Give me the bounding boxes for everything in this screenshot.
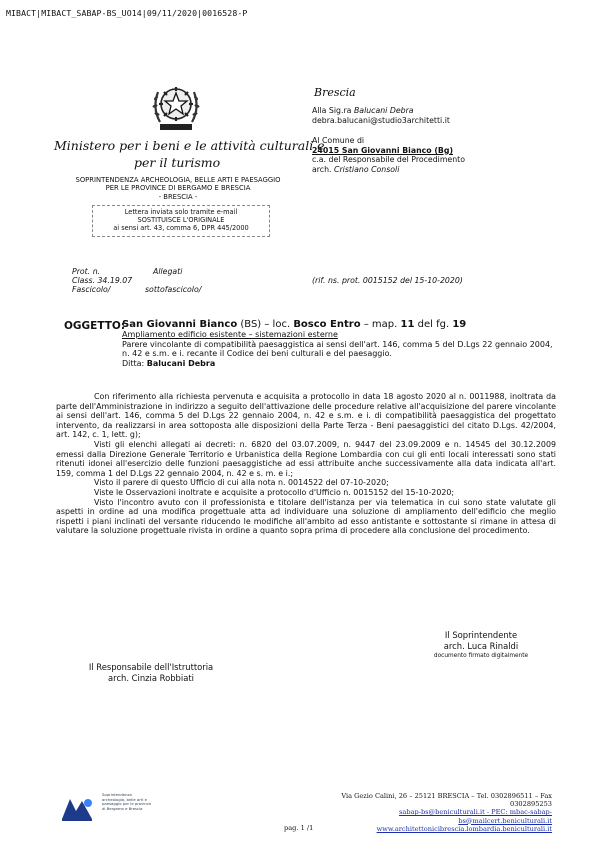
recipient-2-name: Cristiano Consoli [334,164,400,174]
subject-place: San Giovanni Bianco [122,319,238,330]
subject-locality: Bosco Entro [293,319,361,330]
reference-protocol: (rif. ns. prot. 0015152 del 15-10-2020) [312,276,463,285]
city-heading: Brescia [314,86,356,99]
signature-responsabile [86,662,216,684]
sottofascicolo-label: sottofascicolo/ [145,285,202,294]
soprintendenza-block [58,176,298,201]
ministry-name-line1: Ministero per i beni e le attività culturali e [54,138,325,153]
class-label: Class. 34.19.07 [72,276,133,285]
body-paragraph-1: Con riferimento alla richiesta pervenuta e acquisita a protocollo in data 18 agosto 2020 al n. 0011988, inoltrata da parte dell'Amministrazione in indirizzo a seguito dell'attivazione delle procedure relative all'acquisizione del parere vincolante ai sensi dell'art. 146, comma 5 del D.Lgs 22 gennaio 2004, n. 42 e s.m. e i. di compatibilità paesaggistica del progettato intervento, da realizzarsi in area sottoposta alle disposizioni della Parte Terza - Beni paesaggistici del citato D.Lgs. 42/2004, art. 142, c. 1, lett. g); [56,392,556,440]
subject-label: OGGETTO: [64,320,126,332]
notice-line1: Lettera inviata solo tramite e-mail [124,208,238,216]
notice-line2: SOSTITUISCE L'ORIGINALE [137,216,225,225]
recipient-1-prefix: Alla Sig.ra [312,106,354,115]
footer-website[interactable]: www.architettonicibrescia.lombardia.beniculturali.it [376,824,552,833]
subject-map-number: 11 [400,319,415,330]
recipient-1-email[interactable]: debra.balucani@studio3architetti.it [312,115,450,125]
recipient-1 [312,106,450,125]
subject-prov: (BS) – loc. [237,319,294,330]
recipient-2-title: arch. [312,164,334,174]
recipient-2-prefix: Al Comune di [312,136,365,145]
allegati-label: Allegati [153,267,183,276]
subject-subtitle: Ampliamento edificio esistente – sistemazioni esterne [122,329,338,339]
notice-line3: ai sensi art. 43, comma 6, DPR 445/2000 [113,224,249,233]
signature-right-note: documento firmato digitalmente [433,653,529,659]
sopr-line3: - BRESCIA - [158,192,198,201]
page-number: pag. 1 /1 [284,824,314,832]
mibact-logo-icon [58,793,100,823]
signature-right-name: arch. Luca Rinaldi [443,641,519,651]
sopr-line2: PER LE PROVINCE DI BERGAMO E BRESCIA [105,184,251,193]
body-paragraph-5: Visto l'incontro avuto con il professionista e titolare dell'istanza per via telematica in cui sono state valutate gli aspetti in ordine ad una modifica progettuale atta ad individuare una soluzione di ampliamento dell'edificio che meglio rispetti i piani inclinati del versante riducendo le modifiche all'ambito ad esso antistante e sottostante si rimane in attesa di valutare la soluzione progettuale rivista in ordine a quanto sopra prima di procedere alla conclusione del procedimento. [56,497,556,536]
signature-soprintendente [416,630,546,660]
footer-address: Via Gezio Calini, 26 – 25121 BRESCIA – Tel. 0302896511 – Fax 0302895253 [341,792,552,809]
recipient-1-name: Balucani Debra [353,106,414,115]
signature-right-title: Il Soprintendente [444,630,518,640]
subject-map-label: – map. [360,319,401,330]
sopr-line1: SOPRINTENDENZA ARCHEOLOGIA, BELLE ARTI E PAESAGGIO [75,176,281,184]
footer-address-block [312,792,552,833]
body-paragraph-2: Visti gli elenchi allegati ai decreti: n. 6820 del 03.07.2009, n. 9447 del 23.09.2009 e n. 14545 del 30.12.2009 emessi dalla Direzione Generale Territorio e Urbanistica della Regione Lombardia con cui gli enti locali interessati sono stati ritenuti idonei all'esercizio delle funzioni paesaggistiche ad essi attribuite anche successivamente alla data indicata all'art. 159, comma 1 del D.Lgs 22 gennaio 2004, n. 42 e s. m. e i.; [56,439,556,478]
subject-description: Parere vincolante di compatibilità paesaggistica ai sensi dell'art. 146, comma 5 del D.Lgs 22 gennaio 2004, n. 42 e s.m. e i. recante il Codice dei beni culturali e del paesaggio. [122,339,553,359]
body-paragraph-3: Visto il parere di questo Ufficio di cui alla nota n. 0014522 del 07-10-2020; [94,478,389,488]
recipient-2 [312,136,465,174]
ministry-name-line2: per il turismo [134,155,221,170]
fascicolo-label: Fascicolo/ [72,285,111,294]
signature-left-title: Il Responsabile dell'Istruttoria [88,662,214,672]
protocol-stamp: MIBACT|MIBACT_SABAP-BS_UO14|09/11/2020|0016528-P [6,8,248,18]
body-paragraph-4: Viste le Osservazioni inoltrate e acquisite a protocollo d'Ufficio n. 0015152 del 15-10-2020; [94,487,455,497]
ditta-name: Balucani Debra [146,359,216,369]
footer-emails[interactable]: sabap-bs@beniculturali.it - PEC: mbac-sabap-bs@mailcert.beniculturali.it [399,808,552,825]
subject-block [122,320,562,369]
signature-left-name: arch. Cinzia Robbiati [108,673,194,683]
italian-republic-emblem-icon [150,78,202,134]
subject-title [122,320,562,330]
footer-logo-text: Soprintendenza archeologia, belle arti e paesaggio per le province di Bergamo e Brescia [102,792,152,811]
letter-body [56,392,556,536]
ditta-label: Ditta: [122,359,147,369]
email-notice-box [92,205,270,237]
recipient-2-town: 24015 San Giovanni Bianco (Bg) [312,145,454,155]
recipient-2-line3: c.a. del Responsabile del Procedimento [312,155,465,165]
prot-label: Prot. n. [72,267,101,276]
subject-fg-label: del fg. [414,319,453,330]
subject-fg-number: 19 [452,319,467,330]
